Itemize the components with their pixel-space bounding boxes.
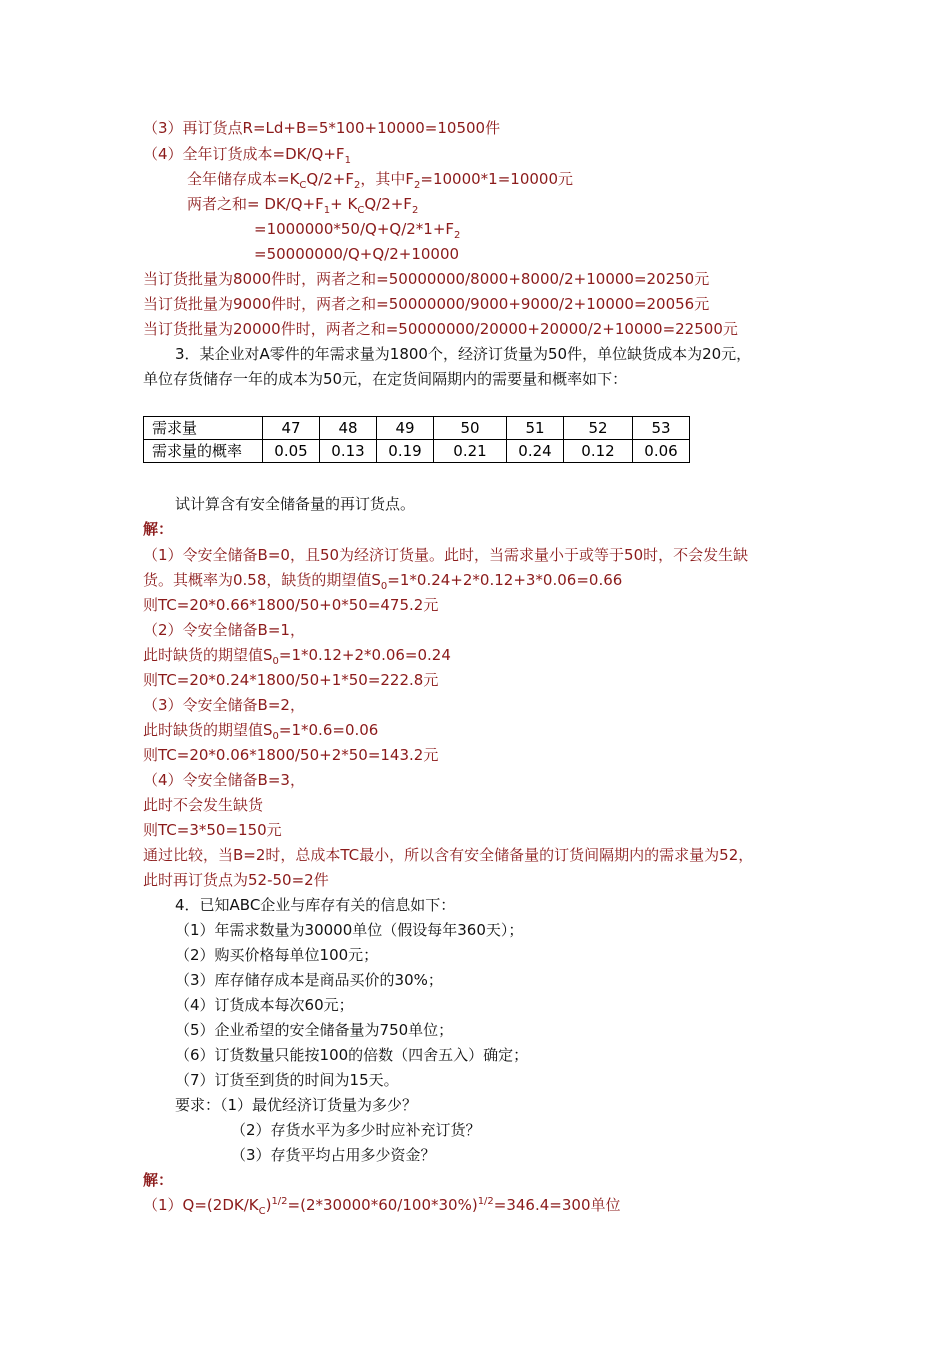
table-cell: 51 [507,417,564,440]
case-8000: 当订货批量为8000件时，两者之和=50000000/8000+8000/2+10000=20250元 [143,270,710,288]
solution-label: 解： [143,520,174,538]
q3-step2-line3: 则TC=20*0.24*1800/50+1*50=222.8元 [143,671,439,689]
storage-cost-line: 全年储存成本$=K_CQ/2+F_2$，其中$F_2=10000*1=10000$元 [187,170,574,191]
table-cell: 53 [633,417,690,440]
question-3-line-2: 单位存货储存一年的成本为50元，在定货间隔期内的需要量和概率如下： [143,370,628,388]
table-cell: 0.05 [263,440,320,463]
table-cell: 0.06 [633,440,690,463]
table-cell: 49 [377,417,434,440]
question-4-item: （4）订货成本每次60元； [175,996,354,1014]
question-4-requirement-3: （3）存货平均占用多少资金？ [231,1146,436,1164]
table-cell: 48 [320,417,377,440]
table-cell: 0.24 [507,440,564,463]
q3-step3-line3: 则TC=20*0.06*1800/50+2*50=143.2元 [143,746,439,764]
q3-step1-line1: （1）令安全储备B=0，且50为经济订货量。此时，当需求量小于或等于50时，不会发生缺 [143,546,749,564]
table-row-probability [144,440,690,463]
question-4-item: （6）订货数量只能按100的倍数（四舍五入）确定； [175,1046,529,1064]
q3-step3-line1: （3）令安全储备B=2， [143,696,305,714]
q3-step1-line3: 则TC=20*0.66*1800/50+0*50=475.2元 [143,596,439,614]
table-cell: 0.12 [564,440,633,463]
step-4-order-cost: （4）全年订货成本$=DK/Q+F_1$ [143,145,351,166]
question-3-ask: 试计算含有安全储备量的再订货点。 [175,495,416,513]
demand-probability-table [143,416,690,463]
table-cell-label: 需求量的概率 [144,440,263,463]
case-9000: 当订货批量为9000件时，两者之和=50000000/9000+9000/2+10000=20056元 [143,295,710,313]
q4-answer-1: $(1)Q=(2DK/K_C)^{1/2}=(2*30000*60/100*30\%)^{1/2}=346.4=300$单位 [143,1196,621,1217]
table-cell: 52 [564,417,633,440]
question-4-intro: 4．已知ABC企业与库存有关的信息如下： [175,896,456,914]
table-cell-label: 需求量 [144,417,263,440]
q3-step1-line2: 货。其概率为0.58，缺货的期望值$S_0=1*0.24+2*0.12+3*0.06=0.66$ [143,571,623,592]
table-cell: 0.19 [377,440,434,463]
table-row-demand [144,417,690,440]
sum-formula-line: 两者之和= $DK/Q+F_1+ K_CQ/2+F_2$ [187,195,419,216]
q3-step2-line1: （2）令安全储备B=1， [143,621,305,639]
sum-expansion-2: =50000000/Q+Q/2+10000 [254,245,460,263]
table-cell: 0.21 [434,440,507,463]
question-4-item: （5）企业希望的安全储备量为750单位； [175,1021,454,1039]
table-cell: 47 [263,417,320,440]
table-cell: 0.13 [320,440,377,463]
question-4-requirement-2: （2）存货水平为多少时应补充订货？ [231,1121,481,1139]
solution-label-q4: 解： [143,1171,174,1189]
q3-step3-line2: 此时缺货的期望值$S_0=1*0.6=0.06$ [143,721,379,742]
question-4-item: （2）购买价格每单位100元； [175,946,379,964]
question-4-item: （7）订货至到货的时间为15天。 [175,1071,399,1089]
sum-expansion-1: $=1000000*50/Q+Q/2*1+F_2$ [254,220,461,241]
table-cell: 50 [434,417,507,440]
question-3-line-1: 3．某企业对A零件的年需求量为1800个，经济订货量为50件，单位缺货成本为20元， [175,345,752,363]
case-20000: 当订货批量为20000件时，两者之和=50000000/20000+20000/2+10000=22500元 [143,320,738,338]
question-4-requirement-1: 要求：（1）最优经济订货量为多少？ [175,1096,418,1114]
q3-step4-line3: 则TC=3*50=150元 [143,821,282,839]
q3-step4-line1: （4）令安全储备B=3， [143,771,305,789]
q3-step2-line2: 此时缺货的期望值$S_0=1*0.12+2*0.06=0.24$ [143,646,451,667]
q3-conclusion-line2: 此时再订货点为52-50=2件 [143,871,329,889]
question-4-item: （3）库存储存成本是商品买价的30%； [175,971,443,989]
q3-step4-line2: 此时不会发生缺货 [143,796,264,814]
step-3-reorder-point: （3）再订货点R=Ld+B=5*100+10000=10500件 [143,119,501,137]
q3-conclusion-line1: 通过比较，当B=2时，总成本TC最小，所以含有安全储备量的订货间隔期内的需求量为52， [143,846,754,864]
question-4-item: （1）年需求数量为30000单位（假设每年360天）； [175,921,524,939]
